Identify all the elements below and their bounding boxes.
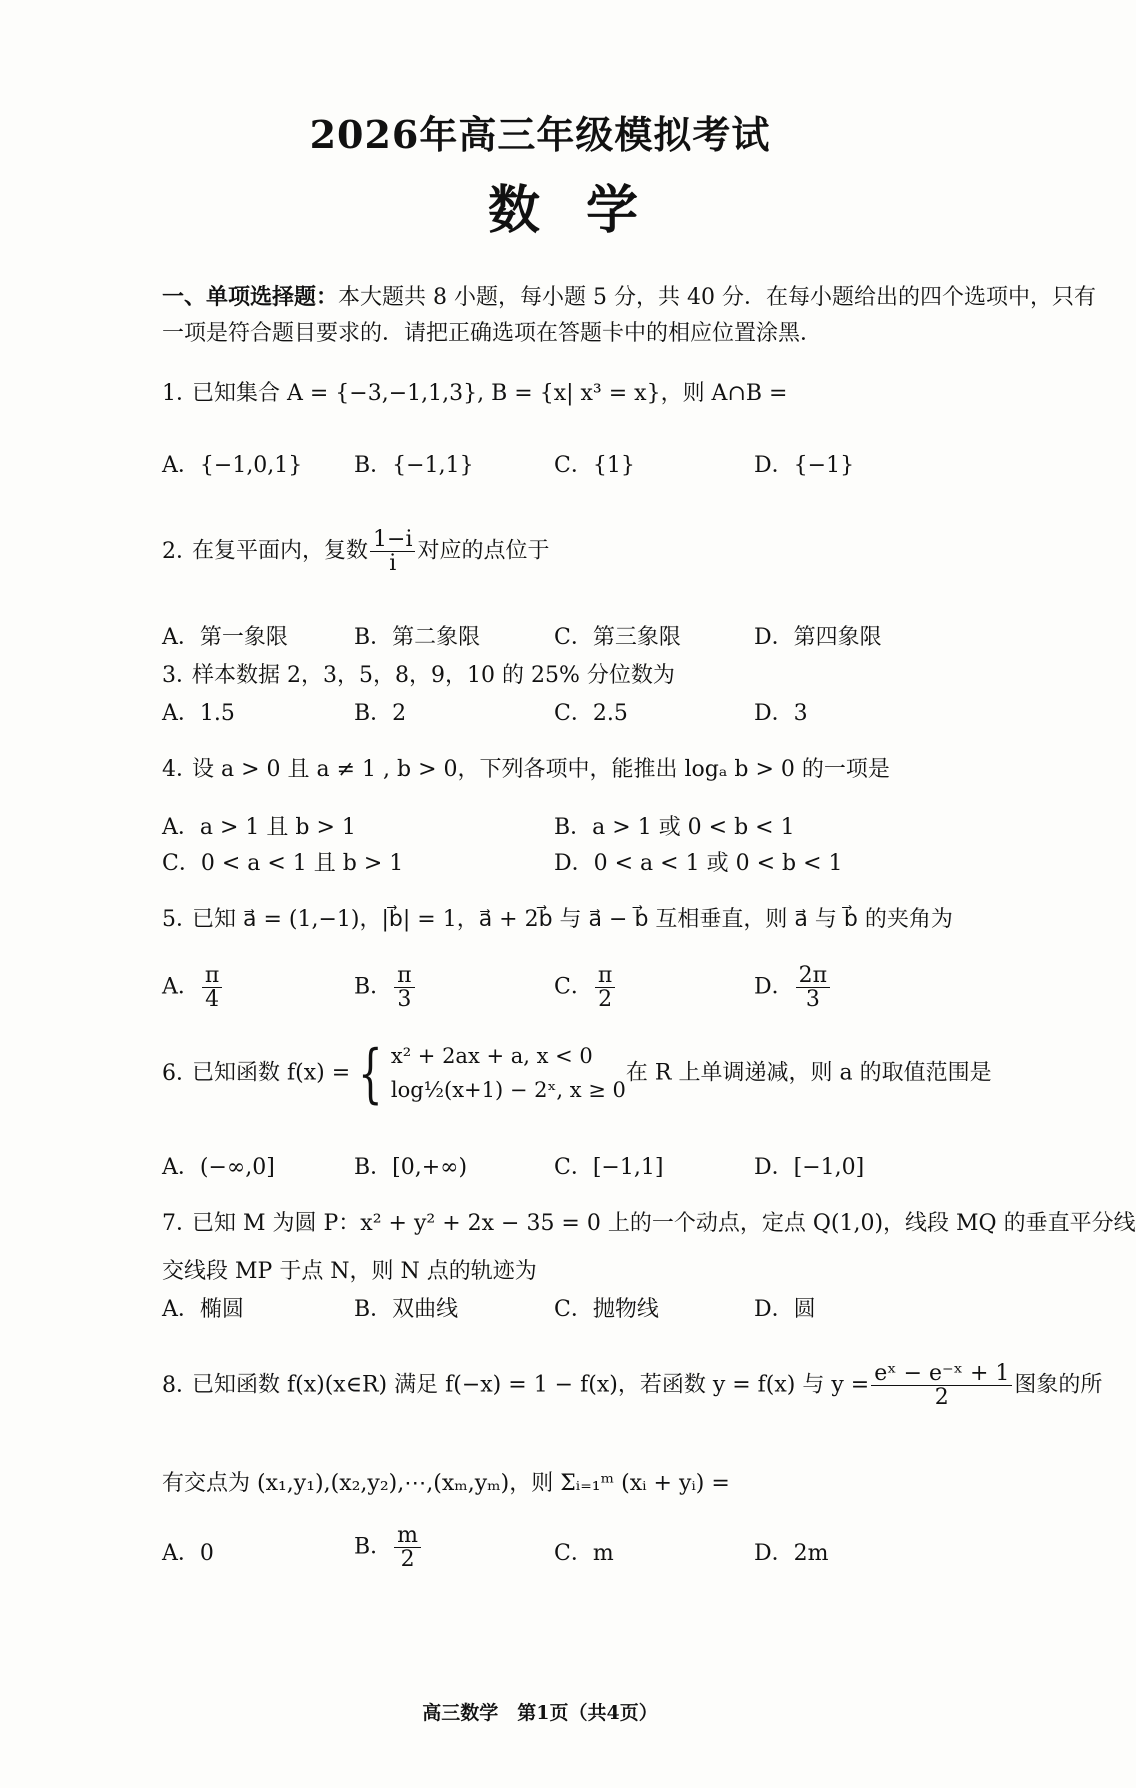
exam-title: 2026年高三年级模拟考试 xyxy=(309,112,771,157)
option-label: D． xyxy=(754,974,794,1000)
question-number: 8． xyxy=(162,1372,198,1398)
q2-option-c: C．第三象限 xyxy=(554,625,681,650)
question-2 xyxy=(162,528,1022,575)
piecewise-definition xyxy=(391,1040,626,1107)
q3-option-b: B．2 xyxy=(354,701,407,726)
question-stem-b: 图象的所 xyxy=(1014,1372,1103,1398)
question-8-continued: 有交点为 (x₁,y₁),(x₂,y₂),⋯,(xₘ,yₘ)，则 Σᵢ₌₁ᵐ (xᵢ + yᵢ) = xyxy=(162,1471,730,1496)
question-number: 3． xyxy=(162,663,198,688)
fraction-denominator: 2 xyxy=(400,1547,415,1573)
question-8 xyxy=(162,1361,1103,1411)
q4-option-a: A．a > 1 且 b > 1 xyxy=(162,815,356,840)
question-stem: 样本数据 2，3，5，8，9，10 的 25% 分位数为 xyxy=(192,663,675,688)
section-heading: 一、单项选择题： xyxy=(162,284,339,310)
fraction-numerator: 1−i xyxy=(370,528,415,552)
fraction xyxy=(394,1524,421,1571)
question-7 xyxy=(162,1206,1136,1237)
piece-1: x² + 2ax + a, x < 0 xyxy=(390,1044,593,1068)
fraction xyxy=(202,964,222,1011)
q2-option-b: B．第二象限 xyxy=(354,625,481,650)
fraction xyxy=(595,964,615,1011)
question-number: 7． xyxy=(162,1211,198,1236)
question-stem: 已知集合 A = {−3,−1,1,3}, B = {x| x³ = x}，则 A∩B = xyxy=(192,381,788,406)
question-number: 6． xyxy=(162,1060,198,1086)
question-5 xyxy=(162,902,1022,933)
fraction-numerator: π xyxy=(202,964,222,988)
q5-option-c xyxy=(554,964,617,1011)
section-instructions-2: 一项是符合题目要求的．请把正确选项在答题卡中的相应位置涂黑． xyxy=(162,321,823,346)
q7-option-c: C．抛物线 xyxy=(554,1297,659,1322)
piece-2: log½(x+1) − 2ˣ, x ≥ 0 xyxy=(390,1077,626,1102)
q6-option-c: C．[−1,1] xyxy=(554,1155,664,1180)
fraction-denominator: i xyxy=(389,551,397,577)
q7-option-a: A．椭圆 xyxy=(162,1297,244,1322)
section-instructions-line-1 xyxy=(162,280,1096,311)
question-stem-a: 已知函数 f(x)(x∈R) 满足 f(−x) = 1 − f(x)，若函数 y = f(x) 与 y = xyxy=(192,1372,870,1398)
question-number: 5． xyxy=(162,907,198,932)
fraction-numerator: 2π xyxy=(796,964,830,988)
q4-option-c: C．0 < a < 1 且 b > 1 xyxy=(162,851,404,876)
option-label: C． xyxy=(554,974,593,1000)
fraction-numerator: π xyxy=(394,964,414,988)
question-4 xyxy=(162,752,1022,783)
question-7-continued: 交线段 MP 于点 N，则 N 点的轨迹为 xyxy=(162,1259,537,1284)
fraction xyxy=(796,964,830,1011)
option-label: D．2m xyxy=(754,1541,829,1566)
q7-option-d: D．圆 xyxy=(754,1297,816,1322)
q7-option-b: B．双曲线 xyxy=(354,1297,459,1322)
q3-option-d: D．3 xyxy=(754,701,808,726)
fraction-numerator: m xyxy=(394,1524,421,1548)
fraction-denominator: 2 xyxy=(934,1385,949,1411)
question-6 xyxy=(162,1036,1022,1111)
fraction-denominator: 4 xyxy=(205,987,220,1013)
q4-option-b: B．a > 1 或 0 < b < 1 xyxy=(554,815,795,840)
fraction-denominator: 2 xyxy=(598,987,613,1013)
q5-option-d xyxy=(754,964,832,1011)
q1-option-b: B．{−1,1} xyxy=(354,453,474,478)
question-stem-a: 在复平面内，复数 xyxy=(192,538,369,564)
question-stem: 设 a > 0 且 a ≠ 1 , b > 0，下列各项中，能推出 logₐ b > 0 的一项是 xyxy=(192,757,890,782)
option-label: A．0 xyxy=(162,1541,214,1566)
question-3 xyxy=(162,658,1022,689)
subject-title: 数学 xyxy=(487,180,684,241)
q8-option-b xyxy=(354,1524,423,1571)
question-stem-b: 在 R 上单调递减，则 a 的取值范围是 xyxy=(625,1060,992,1086)
fraction-numerator: eˣ − e⁻ˣ + 1 xyxy=(871,1362,1012,1386)
question-stem-b: 对应的点位于 xyxy=(417,538,550,564)
question-number: 2． xyxy=(162,538,198,564)
q1-option-d: D．{−1} xyxy=(754,453,855,478)
q5-option-b xyxy=(354,964,417,1011)
q5-option-a xyxy=(162,964,224,1011)
left-brace-icon: { xyxy=(358,1036,383,1111)
fraction xyxy=(370,528,415,575)
q2-option-d: D．第四象限 xyxy=(754,625,882,650)
q6-option-d: D．[−1,0] xyxy=(754,1155,865,1180)
option-label: A． xyxy=(162,974,200,1000)
page-footer: 高三数学 第1页（共4页） xyxy=(422,1702,658,1724)
fraction-denominator: 3 xyxy=(805,987,820,1013)
section-instructions-1: 本大题共 8 小题，每小题 5 分，共 40 分．在每小题给出的四个选项中，只有 xyxy=(338,285,1096,310)
q2-option-a: A．第一象限 xyxy=(162,625,288,650)
q1-option-c: C．{1} xyxy=(554,453,635,478)
fraction-denominator: 3 xyxy=(397,987,412,1013)
question-number: 1． xyxy=(162,381,198,406)
q8-option-d xyxy=(754,1536,829,1567)
q6-option-b: B．[0,+∞) xyxy=(354,1155,468,1180)
fraction xyxy=(871,1362,1012,1409)
q4-option-d: D．0 < a < 1 或 0 < b < 1 xyxy=(554,851,843,876)
question-number: 4． xyxy=(162,757,198,782)
option-label: C．m xyxy=(554,1541,614,1566)
fraction xyxy=(394,964,414,1011)
option-label: B． xyxy=(354,974,393,1000)
q8-option-a xyxy=(162,1536,214,1567)
q6-option-a: A．(−∞,0] xyxy=(162,1155,275,1180)
question-stem-a: 已知函数 f(x) = xyxy=(192,1060,351,1086)
question-1 xyxy=(162,376,1022,407)
q3-option-a: A．1.5 xyxy=(162,701,235,726)
q3-option-c: C．2.5 xyxy=(554,701,628,726)
q1-option-a: A．{−1,0,1} xyxy=(162,453,303,478)
fraction-numerator: π xyxy=(595,964,615,988)
option-label: B． xyxy=(354,1534,393,1560)
question-stem: 已知 a⃗ = (1,−1)，|b⃗| = 1，a⃗ + 2b⃗ 与 a⃗ − b⃗ 互相垂直，则 a⃗ 与 b⃗ 的夹角为 xyxy=(192,907,953,932)
q8-option-c xyxy=(554,1536,614,1567)
question-stem-1: 已知 M 为圆 P：x² + y² + 2x − 35 = 0 上的一个动点，定点 Q(1,0)，线段 MQ 的垂直平分线 xyxy=(192,1211,1136,1236)
